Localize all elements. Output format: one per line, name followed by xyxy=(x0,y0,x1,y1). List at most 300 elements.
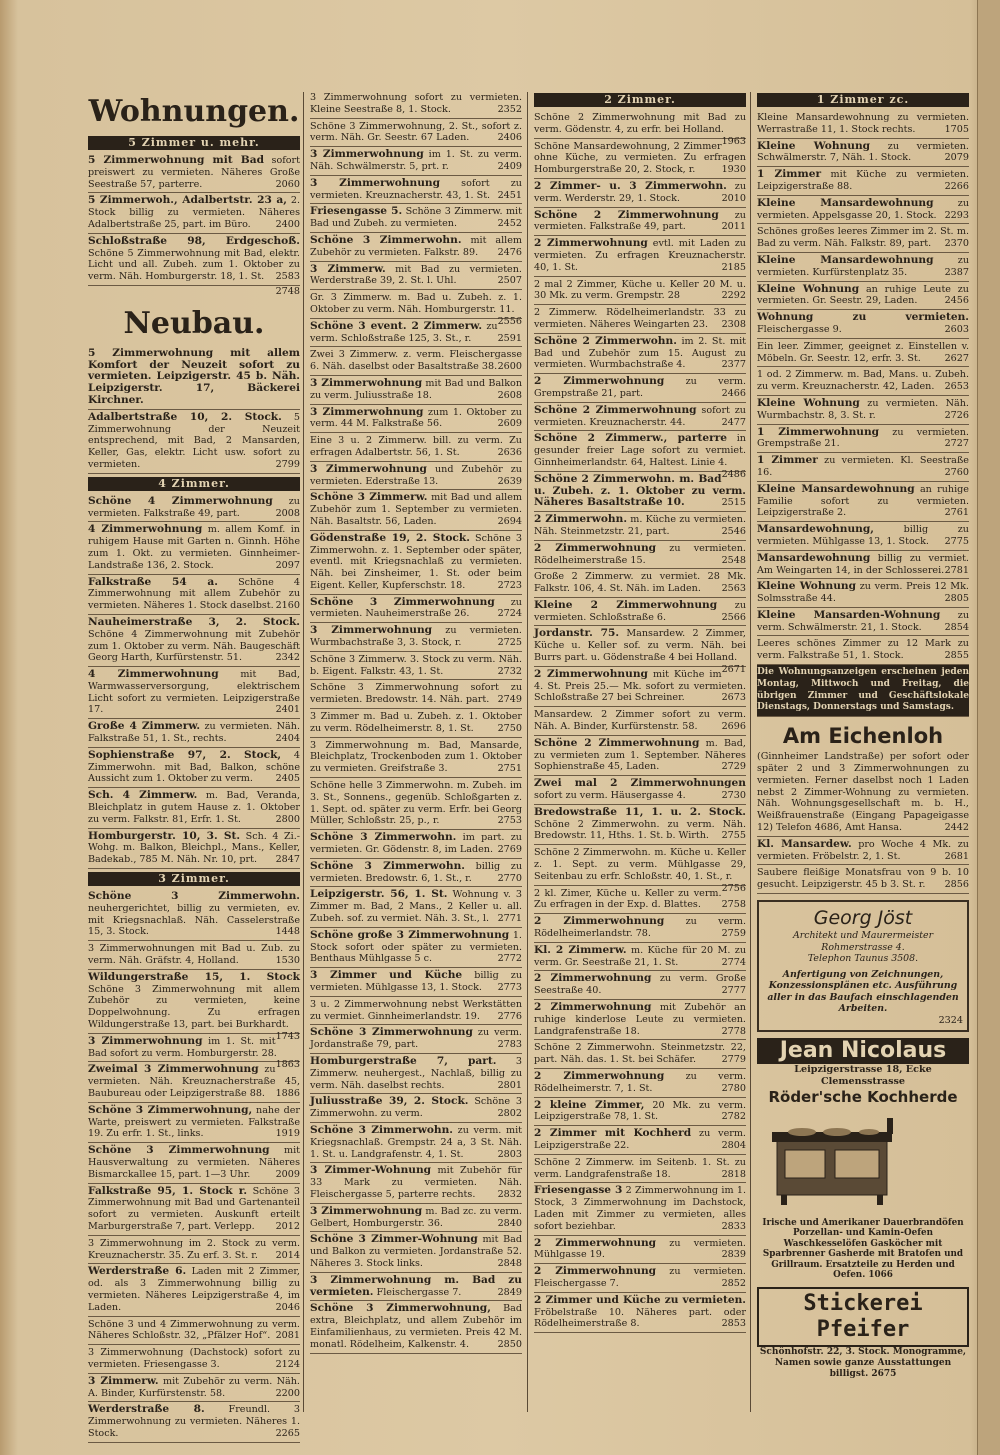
ad xyxy=(534,305,746,334)
page-edge xyxy=(977,0,1000,1455)
ad-text: billig zu vermieten. Bredowstr. 6, 1. St., r. xyxy=(310,860,522,884)
ad-head: Bredowstraße 11, 1. u. 2. Stock. xyxy=(534,805,746,818)
ad xyxy=(88,153,300,193)
ad-number: 2060 xyxy=(275,178,300,190)
ad-number: 2486 xyxy=(721,468,746,480)
ad xyxy=(310,595,522,624)
ad xyxy=(534,431,746,480)
ad-number: 2696 xyxy=(721,721,746,733)
ad-number: 1863 xyxy=(275,1059,300,1071)
ad xyxy=(757,310,969,339)
ad-number: 2442 xyxy=(944,822,969,834)
ad xyxy=(310,1054,522,1094)
ad xyxy=(757,339,969,368)
ad xyxy=(757,608,969,637)
ad-number: 1705 xyxy=(944,123,969,135)
ad-number: 2782 xyxy=(721,1111,746,1123)
ad-head: Schöne 3 Zimmer-Wohnung xyxy=(310,1233,478,1246)
ad xyxy=(534,1155,746,1184)
ad-text: Schöne helle 3 Zimmerwohn. m. Zubeh. im 3. St., Sonnens., gegenüb. Schloßgarten z. 1. Sept. od. später zu verm. Erfr. bei Georg Müller, Schloßstr. 25, p., r. xyxy=(310,780,522,827)
ad xyxy=(310,859,522,888)
eichenloh-text: (Ginnheimer Landstraße) per sofort oder später 2 und 3 Zimmerwohnungen zu vermieten. Ferner daselbst noch 1 Laden nebst 2 Zimmer-Wohnung zu vermieten. Näh. Wohnungsgesellschaft m. b. H., Weißfrauenstraße (Eingang Papageigasse 12) Telefon 4686, Amt Hansa. xyxy=(757,751,969,834)
nicolaus-address: Leipzigerstrasse 18, Ecke Clemensstrasse xyxy=(794,1064,932,1088)
ad-number: 2608 xyxy=(497,389,522,401)
ad xyxy=(310,1232,522,1272)
ad-text: zu verm. Jordanstraße 79, part. xyxy=(310,1027,522,1051)
ad-text: zum 1. Oktober zu verm. 44 M. Falkstraße 56. xyxy=(310,406,522,430)
ad-head: Kleine Mansardewohnung xyxy=(757,253,934,266)
section-header: 4 Zimmer. xyxy=(88,477,300,491)
ad-number: 1448 xyxy=(275,926,300,938)
ad-number: 2352 xyxy=(497,103,522,115)
section-header: 2 Zimmer. xyxy=(534,93,746,107)
ad-number: 2507 xyxy=(497,275,522,287)
ad-text: und Zubehör zu vermieten. Ederstraße 13. xyxy=(310,463,522,487)
ad xyxy=(88,1317,300,1346)
ad xyxy=(88,193,300,233)
ad-number: 2079 xyxy=(944,152,969,164)
ad-text: zu verm. mit Kriegsnachlaß. Grempstr. 24 a, 3 St. Näh. 1. St. u. Landgrafenstr. 4, 1. St. xyxy=(310,1124,522,1160)
ad-text: Freundl. 3 Zimmerwohnung zu vermieten. Näheres 1. Stock. xyxy=(88,1404,300,1439)
ad-number: 2774 xyxy=(721,956,746,968)
ad-head: Schöne 2 Zimmerw., parterre xyxy=(534,432,728,445)
ad-text: zu vermieten. Fleischergasse 7. xyxy=(534,1266,746,1289)
ad-number: 2406 xyxy=(497,132,522,144)
ad-number: 2671 xyxy=(721,663,746,675)
column-2 xyxy=(310,90,522,1410)
ad-number: 2758 xyxy=(721,899,746,911)
ad-text: zu vermieten. Falkstraße 49, part. xyxy=(88,495,300,519)
ad-text: 3 Zimmerwohnung m. Bad, Mansarde, Bleichplatz, Trockenboden zum 1. Oktober zu vermieten. Greifstraße 3. xyxy=(310,739,522,775)
ad-text: billig zu vermiet. Am Weingarten 14, in der Schlosserei. xyxy=(757,552,969,576)
ad xyxy=(310,928,522,968)
ad-text: Schöne 3 Zimmerw. mit Bad und Zubeh. zu vermieten. xyxy=(310,206,522,230)
ad-text: 3 Zimmerw. neuhergest., Nachlaß, billig zu verm. Näh. daselbst rechts. xyxy=(310,1055,522,1091)
ad-head: Werderstraße 6. xyxy=(88,1265,187,1278)
ad-head: 4 Zimmerwohnung xyxy=(88,668,219,681)
ad-number: 1886 xyxy=(275,1088,300,1099)
ad-head: Kl. 2 Zimmerw. xyxy=(534,943,627,956)
ad-number: 2556 xyxy=(497,315,522,327)
ad-number: 2776 xyxy=(497,1010,522,1022)
ad-head: 2 Zimmer- u. 3 Zimmerwohn. xyxy=(534,179,727,192)
ad-head: Schöne 3 Zimmerwohnung, xyxy=(88,1103,253,1116)
ad-head: Falkstraße 54 a. xyxy=(88,575,218,588)
ad-head: 3 Zimmerwohnung xyxy=(310,462,427,475)
ad-text: in gesunder freier Lage sofort zu vermiet. Ginnheimerlandstr. 64, Haltest. Linie 4. xyxy=(534,433,746,468)
ad xyxy=(757,865,969,894)
jost-ad xyxy=(757,900,969,1032)
ad xyxy=(757,367,969,396)
ad-number: 1743 xyxy=(275,1030,300,1042)
ad-number: 2729 xyxy=(721,761,746,773)
ad-text: mit Hausverwaltung zu vermieten. Näheres Bismarckallee 15, part. 1—3 Uhr. xyxy=(88,1145,300,1180)
notice-box: Die Wohnungsanzeigen erscheinen jeden Montag, Mittwoch und Freitag, die übrigen Zimmer und Geschäftslokale Dienstags, Donnerstags und Samstags. xyxy=(757,665,969,717)
ad-text: zu vermieten. Grempstraße 21. xyxy=(757,426,969,450)
ad xyxy=(88,1236,300,1265)
ad-head: Wildungerstraße 15, 1. Stock xyxy=(88,970,300,983)
ad-number: 2750 xyxy=(497,722,522,734)
ad-head: Kleine Wohnung xyxy=(757,580,857,593)
ad-number: 2753 xyxy=(497,815,522,827)
ad-text: Schöne Mansardewohnung, 2 Zimmer ohne Küche, zu vermieten. Zu erfragen Homburgerstraße 20, 2. Stock, r. xyxy=(534,140,746,176)
ad xyxy=(534,334,746,374)
ad-text: 5 Zimmerwohnung der Neuzeit entsprechend, mit Bad, 2 Mansarden, Keller, Gas, elektr. Licht usw. sofort zu vermieten. xyxy=(88,411,300,470)
jost-line: Rohmerstrasse 4. xyxy=(821,941,905,953)
ad-number: 2009 xyxy=(275,1168,300,1180)
ad-head: Friesengasse 3 xyxy=(534,1184,623,1197)
ad xyxy=(88,522,300,574)
ad-head: Nauheimerstraße 3, 2. Stock. xyxy=(88,615,300,628)
ad xyxy=(88,748,300,788)
ad-text: 2 mal 2 Zimmer, Küche u. Keller 20 M. u. 30 Mk. zu verm. Grempstr. 28 xyxy=(534,278,746,302)
ad xyxy=(310,1094,522,1123)
ad-text: Eine 3 u. 2 Zimmerw. bill. zu verm. Zu erfragen Adalbertstr. 56, 1. St. xyxy=(310,435,522,458)
ad xyxy=(310,1163,522,1203)
ad-number: 2603 xyxy=(944,323,969,335)
ad-text: 20 Mk. zu verm. Leipzigerstraße 78, 1. St. xyxy=(534,1099,746,1123)
ad-number: 2673 xyxy=(721,692,746,704)
ad-head: 3 Zimmerwohnung xyxy=(310,148,424,161)
ad xyxy=(534,805,746,845)
ad-head: 2 Zimmer mit Kochherd xyxy=(534,1127,692,1140)
ad-number: 2466 xyxy=(721,387,746,399)
ad-text: an ruhige Familie sofort zu vermieten. Leipzigerstraße 2. xyxy=(757,483,969,519)
ad-head: Schöne 3 Zimmerwohn. xyxy=(88,890,300,903)
ad xyxy=(310,204,522,233)
ad-text: zu verm. Schwälmerstr. 21, 1. Stock. xyxy=(757,609,969,633)
ad-number: 2160 xyxy=(275,600,300,612)
ad-text: 3 Zimmerwohnung (Dachstock) sofort zu vermieten. Friesengasse 3. xyxy=(88,1347,300,1370)
ad-number: 2653 xyxy=(944,381,969,393)
ad-number: 2761 xyxy=(944,507,969,519)
ad-text: Leeres schönes Zimmer zu 12 Mark zu verm. Falkstraße 51, 1. Stock. xyxy=(757,638,969,662)
ad-text: sofort zu vermieten. Kreuznacherstr. 44. xyxy=(534,404,746,428)
ad xyxy=(310,778,522,830)
ad-number: 2010 xyxy=(721,192,746,204)
ad-number: 2008 xyxy=(275,507,300,519)
ad xyxy=(310,1025,522,1054)
ad-text: Fröbelstraße 10. Näheres part. oder Rödelheimerstraße 8. xyxy=(534,1306,746,1330)
ad-head: 2 Zimmerwohn. xyxy=(534,513,628,526)
ad-text: pro Woche 4 Mk. zu vermieten. Fröbelstr. 2, 1. St. xyxy=(757,838,969,862)
ad-number: 2748 xyxy=(275,285,300,297)
ad-text: 3 Zimmerwohnungen mit Bad u. Zub. zu verm. Näh. Gräfstr. 4, Holland. xyxy=(88,943,300,967)
ad-number: 1963 xyxy=(721,135,746,147)
ad xyxy=(757,453,969,482)
ad-text: sofort zu verm. Häusergasse 4. xyxy=(534,790,686,802)
ad-text: Schöne 3 Zimmerwohnung, 2. St., sofort z. verm. Näh. Gr. Seestr. 67 Laden. xyxy=(310,120,522,144)
ad xyxy=(310,90,522,119)
ad xyxy=(757,396,969,425)
ad-number: 2185 xyxy=(721,261,746,273)
ad-text: zu verm. Grempstraße 21, part. xyxy=(534,376,746,399)
ad xyxy=(534,403,746,432)
ad-text: Schöne 3 Zimmerwohnung mit allem Zubehör zu vermieten, keine Doppelwohnung. Zu erfragen Wildungerstraße 13, part. bei Burkhardt. xyxy=(88,983,300,1031)
ad xyxy=(310,997,522,1026)
ad-head: Homburgerstraße 7, part. xyxy=(310,1054,497,1067)
ad-number: 2848 xyxy=(497,1257,522,1269)
ad-number: 2591 xyxy=(497,332,522,344)
ad-text: Schönes großes leeres Zimmer im 2. St. m. Bad zu verm. Näh. Falkstr. 89, part. xyxy=(757,226,969,250)
ad-number: 2515 xyxy=(721,497,746,509)
ad-number: 2627 xyxy=(944,352,969,364)
ad-head: Leipzigerstr. 56, 1. St. xyxy=(310,888,448,901)
ad-head: 5 Zimmerwohnung mit allem Komfort der Neuzeit sofort zu vermieten. Leipzigerstr. 45 b. Näh. Leipzigerstr. 17, Bäckerei Kirchner. xyxy=(88,346,300,406)
ad-text: m. Küche für 20 M. zu verm. Gr. Seestraße 21, 1. St. xyxy=(534,944,746,968)
ad-head: 3 Zimmerwohnung xyxy=(310,176,441,189)
ad-text: billig zu vermieten. Mühlgasse 13, 1. Stock. xyxy=(310,970,522,993)
column-rule xyxy=(527,92,528,1412)
ad-text: zu vermieten. Mühlgasse 19. xyxy=(534,1237,746,1261)
ad-text: Mansardew. 2 Zimmer sofort zu verm. Näh. A. Binder, Kurfürstenstr. 58. xyxy=(534,709,746,733)
column-rule xyxy=(303,92,304,1412)
ad-head: Kleine Mansardewohnung xyxy=(757,196,934,209)
ad-text: 3 Zimmerwohnung im 2. Stock zu verm. Kreuznacherstr. 35. Zu erf. 3. St. r. xyxy=(88,1237,300,1261)
ad-text: mit Küche zu vermieten. Leipzigerstraße 88. xyxy=(757,169,969,192)
ad xyxy=(310,1301,522,1353)
ad-head: 3 Zimmerw. xyxy=(310,262,386,275)
ad xyxy=(534,736,746,776)
ad-number: 2756 xyxy=(721,882,746,894)
ad-number: 1530 xyxy=(275,955,300,967)
ad-head: Friesengasse 5. xyxy=(310,205,403,218)
eichenloh-title: Am Eichenloh xyxy=(782,724,944,749)
ad xyxy=(757,482,969,522)
ad-number: 2749 xyxy=(497,694,522,706)
ad xyxy=(88,615,300,667)
ad-text: Schöne 2 Zimmerwohn. zu verm. Näh. Bredowstr. 11, Hths. 1. St. b. Wirth. xyxy=(534,818,746,842)
ad-text: Mansardew. 2 Zimmer, Küche u. Keller sof. zu verm. Näh. bei Burrs part. u. Gödenstraße 4 bei Holland. xyxy=(534,628,746,664)
ad xyxy=(310,462,522,491)
ad-head: Schöne 2 Zimmerwohnung xyxy=(534,403,697,416)
ad-number: 2847 xyxy=(275,854,300,866)
ad-head: 2 Zimmerwohnung xyxy=(534,1069,665,1082)
ad-head: 3 Zimmerwohnung xyxy=(310,1204,423,1217)
ad-head: 2 kleine Zimmer, xyxy=(534,1098,645,1111)
ad-number: 2850 xyxy=(497,1338,522,1350)
ad-head: Schöne 2 Zimmerwohnung xyxy=(534,736,700,749)
ad-number: 2609 xyxy=(497,418,522,430)
ad-head: Schöne 3 Zimmerwohn. xyxy=(310,1123,453,1136)
ad-head: Schöne 2 Zimmerwohn. m. Bad u. Zubeh. z. 1. Oktober zu verm. Näheres Basaltstraße 10. xyxy=(534,472,746,509)
ad-head: Mansardewohnung, xyxy=(757,523,874,536)
ad-head: 3 Zimmerw. xyxy=(88,1374,159,1387)
ad-number: 2476 xyxy=(497,246,522,258)
ad-number: 2014 xyxy=(275,1249,300,1261)
ad-number: 2477 xyxy=(721,416,746,428)
ad xyxy=(534,179,746,208)
ad-text: Große 2 Zimmerw. zu vermiet. 28 Mk. Falkstr. 106, 4. St. Näh. im Laden. xyxy=(534,571,746,595)
ad xyxy=(534,374,746,403)
nicolaus-product: Röder'sche Kochherde xyxy=(768,1087,958,1106)
ad-number: 2451 xyxy=(497,189,522,201)
ad-number: 2802 xyxy=(497,1108,522,1120)
ad-text: im part. zu vermieten. Gr. Gödenstr. 8, im Laden. xyxy=(310,832,522,856)
ad xyxy=(757,636,969,665)
ad-number: 2833 xyxy=(721,1220,746,1232)
ad-text: Schöne 5 Zimmerwohnung mit Bad, elektr. Licht und all. Zubeh. zum 1. Oktober zu verm. Näh. Homburgerstr. 18, 1. St. xyxy=(88,247,300,283)
ad-number: 2779 xyxy=(721,1054,746,1066)
ad-number: 2600 xyxy=(497,361,522,373)
ad xyxy=(310,709,522,738)
ad-head: 3 Zimmer-Wohnung xyxy=(310,1164,432,1177)
ad-number: 2639 xyxy=(497,475,522,487)
ad-text: zu verm. Preis 12 Mk. Solmsstraße 44. xyxy=(757,581,969,605)
ad-text: Schöne 2 Zimmerwohnung mit Bad zu verm. Gödenstr. 4, zu erfr. bei Holland. xyxy=(534,112,746,135)
ad-head: 2 Zimmerwohnung xyxy=(534,1001,652,1013)
ad-head: Werderstraße 8. xyxy=(88,1403,205,1416)
ad-text: zu verm. Leipzigerstraße 22. xyxy=(534,1128,746,1151)
ad-text: mit Bad und allem Zubehör zum 1. September zu vermieten. Näh. Basaltstr. 56, Laden. xyxy=(310,492,522,527)
ad xyxy=(310,652,522,681)
jost-line: Anfertigung von Zeichnungen, Konzessionsplänen etc. Ausführung aller in das Baufach einschlagenden Arbeiten. xyxy=(767,968,959,1015)
ad xyxy=(310,830,522,859)
ad xyxy=(534,971,746,1000)
ad-number: 2832 xyxy=(497,1188,522,1200)
ad-text: zu vermieten. Nauheimerstraße 26. xyxy=(310,596,522,620)
section-header: 5 Zimmer u. mehr. xyxy=(88,136,300,150)
ad-number: 2563 xyxy=(721,583,746,595)
ad-head: 2 Zimmerwohnung xyxy=(534,1265,657,1278)
ad-text: nahe der Warte, preiswert zu vermieten. Falkstraße 19. Zu erfr. 1. St., links. xyxy=(88,1104,300,1140)
ad-head: Große 4 Zimmerw. xyxy=(88,720,201,733)
ad-number: 2401 xyxy=(275,704,300,716)
ad xyxy=(757,425,969,454)
ad xyxy=(534,1293,746,1333)
neubau-heading: Neubau. xyxy=(123,305,265,341)
ad-number: 2636 xyxy=(497,446,522,458)
ad xyxy=(88,970,300,1042)
ad-head: 5 Zimmerwoh., Adalbertstr. 23 a, xyxy=(88,194,287,207)
page-title: Wohnungen. xyxy=(88,94,300,129)
ad-number: 2849 xyxy=(497,1286,522,1298)
ad xyxy=(534,886,746,915)
ad-number: 2400 xyxy=(275,218,300,230)
ad-text: zu verm. Große Seestraße 40. xyxy=(534,973,746,997)
ad-number: 2773 xyxy=(497,982,522,993)
ad xyxy=(534,1040,746,1069)
ad xyxy=(310,233,522,262)
ad-number: 2200 xyxy=(275,1387,300,1399)
ad xyxy=(310,347,522,376)
ad xyxy=(310,623,522,652)
ad-text: 3 Zimmerwohnung sofort zu vermieten. Kleine Seestraße 8, 1. Stock. xyxy=(310,92,522,115)
ad-text: zu verm. Werderstr. 29, 1. Stock. xyxy=(534,180,746,204)
ad-text: Gr. 3 Zimmerw. m. Bad u. Zubeh. z. 1. Oktober zu verm. Näh. Homburgerstr. 11. xyxy=(310,292,522,315)
ad-head: Schöne 3 Zimmerwohn. xyxy=(310,233,462,246)
ad xyxy=(310,119,522,148)
ad-number: 2839 xyxy=(721,1249,746,1261)
ad xyxy=(757,551,969,580)
ad-number: 2404 xyxy=(275,733,300,745)
ad-head: 2 Zimmerwohnung xyxy=(534,915,665,928)
ad-number: 1066 xyxy=(868,1270,893,1281)
ad-text: 4 Zimmerwohn. mit Bad, Balkon, schöne Aussicht zum 1. Oktober zu verm. xyxy=(88,749,300,785)
ad-number: 2387 xyxy=(944,266,969,278)
ad-number: 2377 xyxy=(721,359,746,371)
ad-head: 2 Zimmer und Küche zu vermieten. xyxy=(534,1293,746,1306)
ad-number: 2725 xyxy=(497,637,522,649)
ad-text: zu vermieten. Näh. Kreuznacherstraße 45, Baubureau oder Leipzigerstraße 88. xyxy=(88,1064,300,1099)
ad-number: 2124 xyxy=(275,1358,300,1370)
ad xyxy=(88,410,300,474)
ad-head: Schöne 4 Zimmerwohnung xyxy=(88,494,273,507)
ad-number: 2780 xyxy=(721,1082,746,1094)
ad-text: mit Küche im 4. St. Preis 25.— Mk. sofort zu vermieten. Schloßstraße 27 bei Schreiner. xyxy=(534,668,746,704)
ad-text: neuhergerichtet, billig zu vermieten, ev. mit Kriegsnachlaß. Näh. Casselerstraße 15, 3. Stock. xyxy=(88,902,300,938)
ad-number: 2681 xyxy=(944,850,969,862)
ad xyxy=(757,139,969,168)
ad xyxy=(757,522,969,551)
ad-text: Schöne 4 Zimmerwohnung mit allem Zubehör zu vermieten. Näheres 1. Stock daselbst. xyxy=(88,576,300,612)
ad-head: 4 Zimmerwohnung xyxy=(88,523,203,536)
ad-head: Schöne 3 Zimmerwohnung xyxy=(310,595,495,608)
ad-number: 2854 xyxy=(944,621,969,633)
ad-text: zu vermieten. Schwälmerstr. 7, Näh. 1. Stock. xyxy=(757,140,969,164)
ad-number: 1930 xyxy=(721,164,746,176)
ad-head: Schöne 3 Zimmerwohn. xyxy=(310,831,457,844)
ad-text: evtl. mit Laden zu vermieten. Zu erfragen Kreuznacherstr. 40, 1. St. xyxy=(534,238,746,273)
ad xyxy=(88,494,300,523)
ad-number: 2759 xyxy=(721,928,746,940)
ad xyxy=(534,110,746,147)
ad xyxy=(757,224,969,253)
ad-number: 2265 xyxy=(275,1427,300,1439)
ad-number: 2803 xyxy=(497,1148,522,1160)
ad-head: 1 Zimmerwohnung xyxy=(757,425,880,438)
ad-head: Zweimal 3 Zimmerwohnung xyxy=(88,1063,259,1076)
ad-number: 2456 xyxy=(944,295,969,307)
ad-number: 2778 xyxy=(721,1025,746,1037)
ad xyxy=(88,1143,300,1183)
ad-head: 2 Zimmerwohnung xyxy=(534,541,657,554)
ad xyxy=(757,282,969,311)
ad-number: 2342 xyxy=(275,652,300,664)
ad-text: m. Bad, zu vermieten zum 1. September. Näheres Sophienstraße 45, Laden. xyxy=(534,737,746,773)
ad-number: 2800 xyxy=(275,813,300,825)
ad-number: 2566 xyxy=(721,611,746,623)
ad-number: 1919 xyxy=(275,1128,300,1140)
ad-text: Kleine Mansardewohnung zu vermieten. Werrastraße 11, 1. Stock rechts. xyxy=(757,112,969,135)
ad xyxy=(88,1402,300,1442)
ad-head: Adalbertstraße 10, 2. Stock. xyxy=(88,410,282,423)
ad xyxy=(534,1098,746,1127)
ad-number: 2405 xyxy=(275,773,300,785)
ad xyxy=(534,1126,746,1155)
ad-head: 3 Zimmerwohnung xyxy=(88,1034,203,1047)
ad-number: 2694 xyxy=(497,515,522,527)
ad xyxy=(534,707,746,736)
ad-head: 5 Zimmerwohnung mit Bad xyxy=(88,154,265,166)
ad-number: 2732 xyxy=(497,665,522,677)
ad-number: 2840 xyxy=(497,1217,522,1229)
ad xyxy=(534,845,746,894)
ad-number: 2583 xyxy=(275,271,300,283)
ad-number: 2293 xyxy=(944,209,969,221)
ad-text: zu vermieten. Schloßstraße 6. xyxy=(534,599,746,623)
ad xyxy=(88,1184,300,1236)
ad-head: 3 Zimmerwohnung m. Bad zu vermieten. xyxy=(310,1273,522,1298)
ad-text: zu vermieten. Rödelheimerstraße 15. xyxy=(534,542,746,566)
ad-head: Schöne 3 Zimmerwohn. xyxy=(310,859,465,872)
ad-text: zu vermieten. Kurfürstenplatz 35. xyxy=(757,254,969,278)
ad xyxy=(534,472,746,512)
ad-text: mit Bad, Warmwasserversorgung, elektrischem Licht sofort zu vermieten. Leipzigerstraße 17. xyxy=(88,669,300,716)
ad-text: im 1. St. zu verm. Näh. Schwälmerstr. 5, prt. r. xyxy=(310,149,522,172)
ad-number: 2546 xyxy=(721,525,746,537)
ad-text: Zwei 3 Zimmerw. z. verm. Fleischergasse 6. Näh. daselbst oder Basaltstraße 38. xyxy=(310,349,522,373)
